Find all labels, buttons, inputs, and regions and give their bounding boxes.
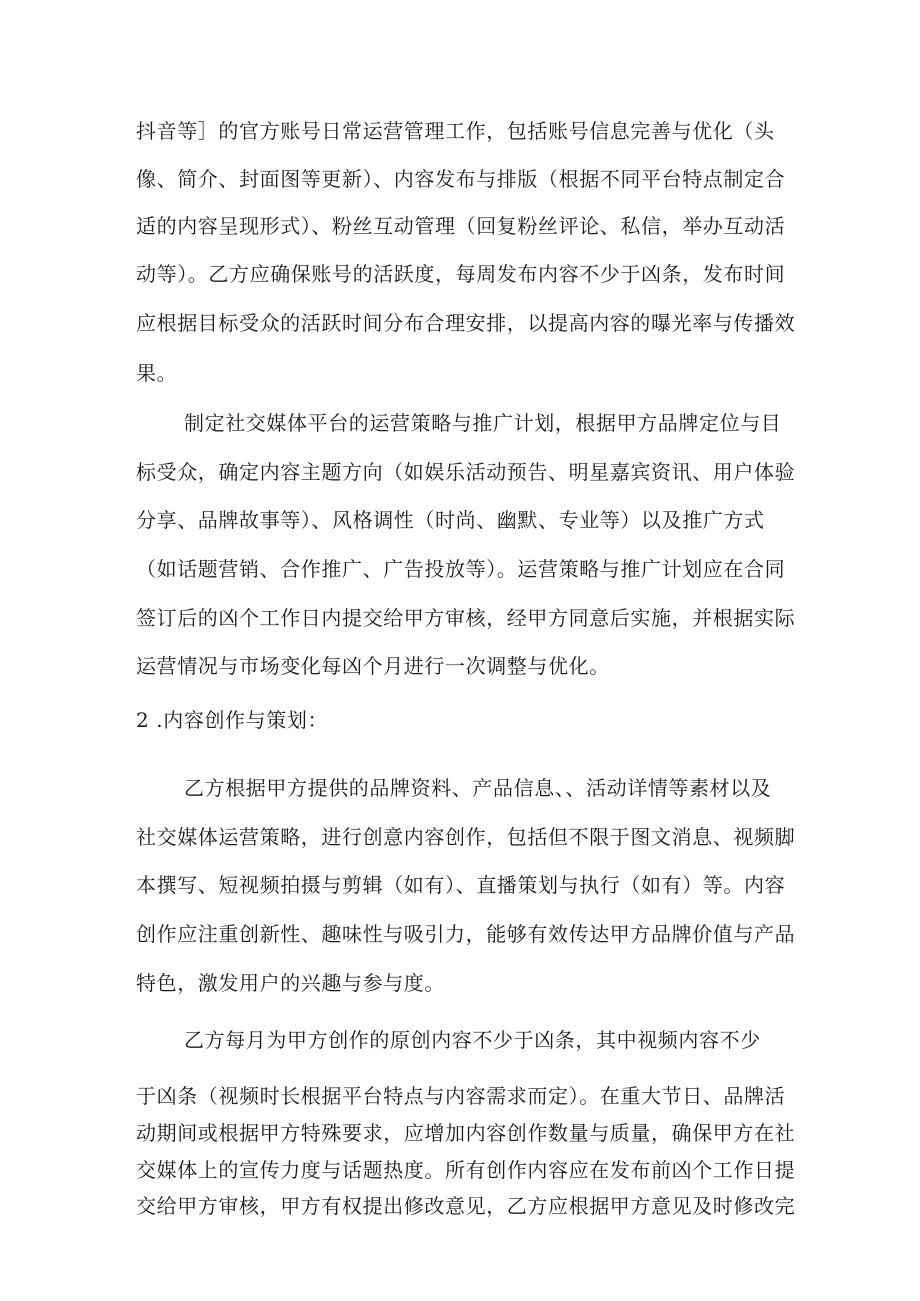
paragraph-line: 动等）。乙方应确保账号的活跃度，每周发布内容不少于凶条，发布时间	[136, 262, 786, 286]
paragraph-line: 像、简介、封面图等更新）、内容发布与排版（根据不同平台特点制定合	[136, 167, 786, 191]
paragraph-line: 分享、品牌故事等）、风格调性（时尚、幽默、专业等）以及推广方式	[136, 508, 765, 532]
paragraph-line: 果。	[136, 361, 178, 385]
paragraph-line: 标受众，确定内容主题方向（如娱乐活动预告、明星嘉宾资讯、用户体验	[136, 460, 796, 484]
paragraph-line: 抖音等］的官方账号日常运营管理工作，包括账号信息完善与优化（头	[136, 119, 775, 143]
paragraph-line: （如话题营销、合作推广、广告投放等）。运营策略与推广计划应在合同	[136, 557, 786, 581]
paragraph-line: 制定社交媒体平台的运营策略与推广计划，根据甲方品牌定位与目	[184, 411, 782, 435]
paragraph-line: 签订后的凶个工作日内提交给甲方审核，经甲方同意后实施，并根据实际	[136, 606, 796, 630]
paragraph-line: 社交媒体运营策略，进行创意内容创作，包括但不限于图文消息、视频脚	[136, 825, 796, 849]
paragraph-line: 乙方每月为甲方创作的原创内容不少于凶条，其中视频内容不少	[184, 1028, 761, 1052]
paragraph-line: 交给甲方审核，甲方有权提出修改意见，乙方应根据甲方意见及时修改完	[136, 1194, 796, 1218]
paragraph-line: 应根据目标受众的活跃时间分布合理安排，以提高内容的曝光率与传播效	[136, 311, 796, 335]
paragraph-line: 创作应注重创新性、趣味性与吸引力，能够有效传达甲方品牌价值与产品	[136, 922, 796, 946]
paragraph-line: 动期间或根据甲方特殊要求，应增加内容创作数量与质量，确保甲方在社	[136, 1121, 796, 1145]
paragraph-line: 交媒体上的宣传力度与话题热度。所有创作内容应在发布前凶个工作日提	[136, 1158, 796, 1182]
paragraph-line: 于凶条（视频时长根据平台特点与内容需求而定）。在重大节日、品牌活	[136, 1084, 786, 1108]
paragraph-line: 适的内容呈现形式）、粉丝互动管理（回复粉丝评论、私信，举办互动活	[136, 214, 786, 238]
section-heading: 2 .内容创作与策划：	[136, 708, 329, 732]
paragraph-line: 特色，激发用户的兴趣与参与度。	[136, 971, 445, 995]
paragraph-line: 运营情况与市场变化每凶个月进行一次调整与优化。	[136, 654, 610, 678]
paragraph-line: 本撰写、短视频拍摄与剪辑（如有）、直播策划与执行（如有）等。内容	[136, 873, 786, 897]
paragraph-line: 乙方根据甲方提供的品牌资料、产品信息、、活动详情等素材以及	[184, 776, 772, 800]
